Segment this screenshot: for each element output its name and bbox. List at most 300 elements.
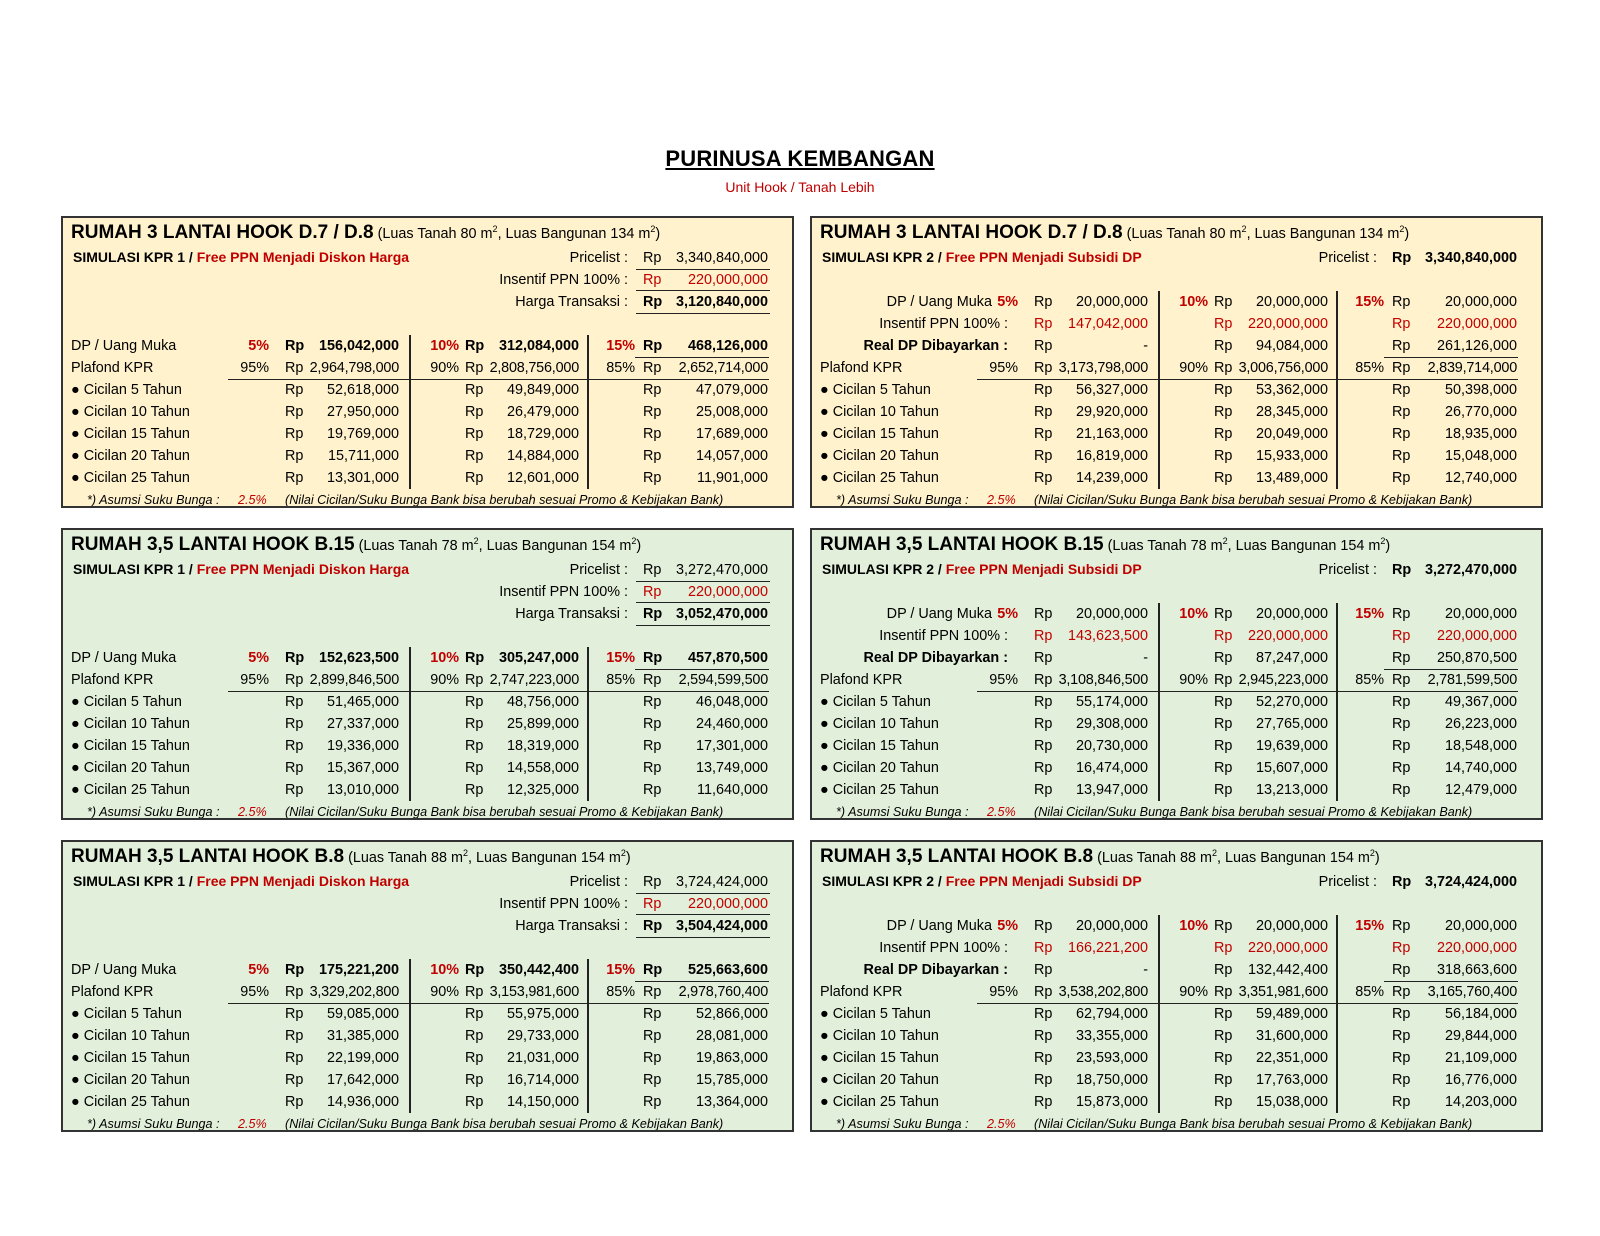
dp-row-label: DP / Uang Muka xyxy=(71,962,177,978)
interest-rate: 2.5% xyxy=(238,1117,267,1131)
cicilan-value-3: 29,844,000 xyxy=(1444,1028,1517,1044)
currency-label: Rp xyxy=(1392,760,1411,776)
currency-label: Rp xyxy=(1034,1006,1053,1022)
insentif-row-value-1: 143,623,500 xyxy=(1067,628,1148,644)
dp-row-value-3: 20,000,000 xyxy=(1444,918,1517,934)
house-area-info: (Luas Tanah 80 $m^2$, Luas Bangunan 134 $m^2$) xyxy=(377,224,661,242)
cicilan-label: ● Cicilan 5 Tahun xyxy=(820,382,931,398)
currency-label: Rp xyxy=(1392,470,1411,486)
cicilan-value-2: 18,319,000 xyxy=(506,738,579,754)
currency-label: Rp xyxy=(285,650,305,666)
simulation-name: SIMULASI KPR 2 / xyxy=(822,249,942,265)
percent-3: 85% xyxy=(1355,984,1384,1000)
currency-label: Rp xyxy=(1034,294,1053,310)
cicilan-value-3: 46,048,000 xyxy=(695,694,768,710)
cicilan-label: ● Cicilan 10 Tahun xyxy=(820,404,939,420)
simulation-scheme: Free PPN Menjadi Diskon Harga xyxy=(196,249,410,265)
currency-label: Rp xyxy=(285,1050,304,1066)
dp-underline xyxy=(635,669,769,670)
percent-2: 90% xyxy=(430,672,459,688)
cicilan-value-2: 18,729,000 xyxy=(506,426,579,442)
cicilan-value-1: 15,367,000 xyxy=(326,760,399,776)
insentif-row-value-2: 220,000,000 xyxy=(1247,628,1328,644)
cicilan-value-2: 55,975,000 xyxy=(506,1006,579,1022)
currency-label: Rp xyxy=(1392,1006,1411,1022)
dp-row-label: DP / Uang Muka xyxy=(71,338,177,354)
insentif-row-label: Insentif PPN 100% : xyxy=(879,316,1008,332)
currency-label: Rp xyxy=(1034,628,1053,644)
percent-1: 95% xyxy=(240,360,269,376)
cicilan-value-2: 15,038,000 xyxy=(1255,1094,1328,1110)
cicilan-label: ● Cicilan 20 Tahun xyxy=(71,1072,190,1088)
currency-label: Rp xyxy=(1034,338,1053,354)
dp-row-label: DP / Uang Muka xyxy=(886,606,992,622)
real-dp-row-value-2: 87,247,000 xyxy=(1255,650,1328,666)
cicilan-row xyxy=(812,713,1541,735)
harga-underline xyxy=(636,625,770,626)
percent-2: 90% xyxy=(1179,360,1208,376)
column-separator xyxy=(587,335,589,489)
column-separator xyxy=(1336,915,1338,1113)
simulation-panel xyxy=(810,840,1543,1132)
cicilan-label: ● Cicilan 10 Tahun xyxy=(71,404,190,420)
cicilan-label: ● Cicilan 5 Tahun xyxy=(820,694,931,710)
cicilan-label: ● Cicilan 25 Tahun xyxy=(820,470,939,486)
currency-label: Rp xyxy=(1034,672,1053,688)
percent-3: 15% xyxy=(1355,606,1384,622)
pricelist-label: Pricelist : xyxy=(569,562,628,578)
cicilan-value-1: 19,769,000 xyxy=(326,426,399,442)
cicilan-value-2: 13,489,000 xyxy=(1255,470,1328,486)
insentif-row-value-3: 220,000,000 xyxy=(1436,940,1517,956)
cicilan-value-2: 53,362,000 xyxy=(1255,382,1328,398)
insentif-row xyxy=(812,313,1541,335)
dp-row xyxy=(812,603,1541,625)
cicilan-value-3: 18,548,000 xyxy=(1444,738,1517,754)
currency-label: Rp xyxy=(1214,782,1233,798)
plafond-row-value-2: 3,351,981,600 xyxy=(1238,984,1328,1000)
column-separator xyxy=(409,647,411,801)
plafond-row-value-3: 2,652,714,000 xyxy=(678,360,768,376)
cicilan-row xyxy=(63,1025,792,1047)
cicilan-value-3: 13,364,000 xyxy=(695,1094,768,1110)
pricelist-value: 3,340,840,000 xyxy=(1424,250,1517,266)
interest-rate: 2.5% xyxy=(238,805,267,819)
dp-row-value-1: 152,623,500 xyxy=(318,650,399,666)
dp-row-value-1: 20,000,000 xyxy=(1075,918,1148,934)
harga-transaksi-value: 3,052,470,000 xyxy=(675,606,768,622)
currency-label: Rp xyxy=(1392,1050,1411,1066)
cicilan-value-2: 21,031,000 xyxy=(506,1050,579,1066)
panel-title xyxy=(820,846,1380,868)
percent-2: 10% xyxy=(430,650,459,666)
interest-assumption-label: *) Asumsi Suku Bunga : xyxy=(836,1117,969,1131)
cicilan-row xyxy=(63,1003,792,1025)
currency-label: Rp xyxy=(1214,338,1233,354)
currency-label: Rp xyxy=(643,470,662,486)
dp-row-value-2: 20,000,000 xyxy=(1255,606,1328,622)
cicilan-value-3: 18,935,000 xyxy=(1444,426,1517,442)
cicilan-value-1: 27,950,000 xyxy=(326,404,399,420)
cicilan-value-2: 15,607,000 xyxy=(1255,760,1328,776)
percent-1: 95% xyxy=(989,672,1018,688)
currency-label: Rp xyxy=(1034,782,1053,798)
currency-label: Rp xyxy=(1214,294,1233,310)
cicilan-label: ● Cicilan 15 Tahun xyxy=(820,738,939,754)
currency-label: Rp xyxy=(643,918,663,934)
dp-row xyxy=(63,647,792,669)
currency-label: Rp xyxy=(465,426,484,442)
pricelist-value: 3,272,470,000 xyxy=(675,562,768,578)
cicilan-value-1: 29,920,000 xyxy=(1075,404,1148,420)
insentif-value: 220,000,000 xyxy=(687,584,768,600)
currency-label: Rp xyxy=(465,1094,484,1110)
disclaimer-note: (Nilai Cicilan/Suku Bunga Bank bisa berubah sesuai Promo & Kebijakan Bank) xyxy=(1034,1117,1473,1131)
currency-label: Rp xyxy=(285,382,304,398)
pricelist-label: Pricelist : xyxy=(1318,562,1377,578)
currency-label: Rp xyxy=(1034,316,1053,332)
currency-label: Rp xyxy=(285,1028,304,1044)
cicilan-row xyxy=(63,735,792,757)
real-dp-row-label: Real DP Dibayarkan : xyxy=(863,338,1008,354)
real-dp-row-value-2: 94,084,000 xyxy=(1255,338,1328,354)
currency-label: Rp xyxy=(285,426,304,442)
house-type-title: RUMAH 3,5 LANTAI HOOK B.8 xyxy=(820,846,1094,867)
real-dp-row-value-2: 132,442,400 xyxy=(1247,962,1328,978)
currency-label: Rp xyxy=(465,1028,484,1044)
cicilan-value-1: 13,010,000 xyxy=(326,782,399,798)
cicilan-value-1: 18,750,000 xyxy=(1075,1072,1148,1088)
dp-row-value-2: 20,000,000 xyxy=(1255,918,1328,934)
insentif-border xyxy=(636,581,770,603)
dp-underline xyxy=(635,357,769,358)
cicilan-value-1: 15,873,000 xyxy=(1075,1094,1148,1110)
currency-label: Rp xyxy=(643,606,663,622)
currency-label: Rp xyxy=(285,1006,304,1022)
insentif-row-label: Insentif PPN 100% : xyxy=(879,628,1008,644)
simulation-name: SIMULASI KPR 2 / xyxy=(822,873,942,889)
cicilan-value-2: 12,325,000 xyxy=(506,782,579,798)
percent-2: 90% xyxy=(430,360,459,376)
insentif-border xyxy=(636,893,770,915)
currency-label: Rp xyxy=(1214,382,1233,398)
currency-label: Rp xyxy=(1214,316,1233,332)
plafond-row-value-2: 3,153,981,600 xyxy=(489,984,579,1000)
currency-label: Rp xyxy=(1034,448,1053,464)
cicilan-value-1: 17,642,000 xyxy=(326,1072,399,1088)
dp-underline xyxy=(1384,357,1518,358)
plafond-row-value-2: 2,945,223,000 xyxy=(1238,672,1328,688)
cicilan-value-3: 24,460,000 xyxy=(695,716,768,732)
currency-label: Rp xyxy=(643,562,662,578)
percent-3: 85% xyxy=(1355,672,1384,688)
dp-row-label: DP / Uang Muka xyxy=(71,650,177,666)
cicilan-row xyxy=(812,691,1541,713)
harga-transaksi-label: Harga Transaksi : xyxy=(515,918,628,934)
house-type-title: RUMAH 3,5 LANTAI HOOK B.8 xyxy=(71,846,345,867)
column-separator xyxy=(409,335,411,489)
cicilan-value-1: 33,355,000 xyxy=(1075,1028,1148,1044)
currency-label: Rp xyxy=(1392,338,1411,354)
simulation-panel xyxy=(810,528,1543,820)
insentif-label: Insentif PPN 100% : xyxy=(499,584,628,600)
cicilan-value-2: 20,049,000 xyxy=(1255,426,1328,442)
dp-row-value-1: 20,000,000 xyxy=(1075,606,1148,622)
cicilan-row xyxy=(63,423,792,445)
currency-label: Rp xyxy=(1214,984,1233,1000)
cicilan-value-2: 16,714,000 xyxy=(506,1072,579,1088)
currency-label: Rp xyxy=(285,470,304,486)
cicilan-value-3: 17,301,000 xyxy=(695,738,768,754)
currency-label: Rp xyxy=(1034,1028,1053,1044)
currency-label: Rp xyxy=(465,694,484,710)
pricelist-row xyxy=(63,871,792,893)
cicilan-label: ● Cicilan 5 Tahun xyxy=(820,1006,931,1022)
currency-label: Rp xyxy=(1392,918,1411,934)
currency-label: Rp xyxy=(1034,918,1053,934)
harga-transaksi-value: 3,504,424,000 xyxy=(675,918,768,934)
cicilan-value-2: 12,601,000 xyxy=(506,470,579,486)
dp-row-value-1: 156,042,000 xyxy=(318,338,399,354)
currency-label: Rp xyxy=(465,470,484,486)
insentif-row-value-2: 220,000,000 xyxy=(1247,940,1328,956)
cicilan-row xyxy=(812,379,1541,401)
harga-transaksi-row xyxy=(63,291,792,313)
dp-row-value-3: 468,126,000 xyxy=(687,338,768,354)
percent-3: 15% xyxy=(1355,294,1384,310)
percent-1: 5% xyxy=(248,650,269,666)
interest-assumption-label: *) Asumsi Suku Bunga : xyxy=(87,805,220,819)
currency-label: Rp xyxy=(465,716,484,732)
currency-label: Rp xyxy=(1392,738,1411,754)
simulation-scheme: Free PPN Menjadi Diskon Harga xyxy=(196,873,410,889)
insentif-row-value-1: 147,042,000 xyxy=(1067,316,1148,332)
cicilan-value-1: 16,819,000 xyxy=(1075,448,1148,464)
currency-label: Rp xyxy=(285,1094,304,1110)
plafond-row-value-2: 2,808,756,000 xyxy=(489,360,579,376)
panel-title xyxy=(820,222,1409,244)
cicilan-value-1: 15,711,000 xyxy=(328,448,399,464)
percent-2: 10% xyxy=(1179,606,1208,622)
plafond-row-value-3: 2,839,714,000 xyxy=(1427,360,1517,376)
currency-label: Rp xyxy=(1214,760,1233,776)
cicilan-value-3: 21,109,000 xyxy=(1444,1050,1517,1066)
cicilan-value-2: 29,733,000 xyxy=(506,1028,579,1044)
pricelist-row xyxy=(63,559,792,581)
currency-label: Rp xyxy=(1392,782,1411,798)
currency-label: Rp xyxy=(1214,1050,1233,1066)
cicilan-value-3: 26,770,000 xyxy=(1444,404,1517,420)
currency-label: Rp xyxy=(285,782,304,798)
interest-rate: 2.5% xyxy=(987,493,1016,507)
cicilan-label: ● Cicilan 25 Tahun xyxy=(71,782,190,798)
percent-1: 95% xyxy=(989,360,1018,376)
real-dp-row xyxy=(812,959,1541,981)
currency-label: Rp xyxy=(465,738,484,754)
dp-row xyxy=(63,335,792,357)
cicilan-label: ● Cicilan 15 Tahun xyxy=(820,426,939,442)
insentif-row-label: Insentif PPN 100% : xyxy=(879,940,1008,956)
dp-underline xyxy=(635,981,769,982)
currency-label: Rp xyxy=(1392,404,1411,420)
currency-label: Rp xyxy=(643,984,662,1000)
cicilan-row xyxy=(63,401,792,423)
cicilan-value-2: 14,884,000 xyxy=(506,448,579,464)
cicilan-label: ● Cicilan 10 Tahun xyxy=(71,716,190,732)
currency-label: Rp xyxy=(285,984,304,1000)
currency-label: Rp xyxy=(643,672,662,688)
cicilan-value-3: 12,740,000 xyxy=(1444,470,1517,486)
cicilan-value-2: 28,345,000 xyxy=(1255,404,1328,420)
percent-3: 15% xyxy=(606,650,635,666)
cicilan-value-1: 55,174,000 xyxy=(1075,694,1148,710)
currency-label: Rp xyxy=(643,338,663,354)
simulation-panel xyxy=(61,528,794,820)
harga-transaksi-label: Harga Transaksi : xyxy=(515,606,628,622)
cicilan-value-2: 15,933,000 xyxy=(1255,448,1328,464)
cicilan-value-2: 13,213,000 xyxy=(1255,782,1328,798)
cicilan-value-1: 56,327,000 xyxy=(1075,382,1148,398)
interest-assumption-label: *) Asumsi Suku Bunga : xyxy=(836,805,969,819)
currency-label: Rp xyxy=(1034,470,1053,486)
harga-underline xyxy=(636,937,770,938)
cicilan-value-3: 15,785,000 xyxy=(695,1072,768,1088)
cicilan-label: ● Cicilan 15 Tahun xyxy=(71,426,190,442)
pricelist-label: Pricelist : xyxy=(1318,250,1377,266)
currency-label: Rp xyxy=(1214,738,1233,754)
house-type-title: RUMAH 3 LANTAI HOOK D.7 / D.8 xyxy=(820,222,1123,243)
cicilan-row xyxy=(63,1091,792,1113)
plafond-row-value-1: 2,899,846,500 xyxy=(309,672,399,688)
cicilan-value-3: 14,057,000 xyxy=(695,448,768,464)
currency-label: Rp xyxy=(1214,716,1233,732)
currency-label: Rp xyxy=(285,738,304,754)
cicilan-value-1: 13,947,000 xyxy=(1075,782,1148,798)
currency-label: Rp xyxy=(1392,962,1411,978)
cicilan-value-3: 14,740,000 xyxy=(1444,760,1517,776)
cicilan-label: ● Cicilan 5 Tahun xyxy=(71,1006,182,1022)
insentif-row-value-1: 166,221,200 xyxy=(1067,940,1148,956)
cicilan-value-1: 16,474,000 xyxy=(1075,760,1148,776)
plafond-row-label: Plafond KPR xyxy=(71,360,154,376)
currency-label: Rp xyxy=(643,382,662,398)
cicilan-label: ● Cicilan 25 Tahun xyxy=(820,1094,939,1110)
percent-2: 10% xyxy=(1179,918,1208,934)
house-area-info: (Luas Tanah 80 $m^2$, Luas Bangunan 134 $m^2$) xyxy=(1126,224,1410,242)
cicilan-value-1: 31,385,000 xyxy=(326,1028,399,1044)
disclaimer-note: (Nilai Cicilan/Suku Bunga Bank bisa berubah sesuai Promo & Kebijakan Bank) xyxy=(285,493,724,507)
cicilan-row xyxy=(63,779,792,801)
cicilan-value-3: 12,479,000 xyxy=(1444,782,1517,798)
dp-underline xyxy=(1384,981,1518,982)
real-dp-row xyxy=(812,335,1541,357)
insentif-value: 220,000,000 xyxy=(687,896,768,912)
cicilan-label: ● Cicilan 20 Tahun xyxy=(71,448,190,464)
currency-label: Rp xyxy=(1214,694,1233,710)
currency-label: Rp xyxy=(643,716,662,732)
currency-label: Rp xyxy=(1034,738,1053,754)
simulation-scheme: Free PPN Menjadi Subsidi DP xyxy=(945,249,1142,265)
currency-label: Rp xyxy=(643,874,662,890)
currency-label: Rp xyxy=(1214,1094,1233,1110)
insentif-row xyxy=(812,937,1541,959)
disclaimer-note: (Nilai Cicilan/Suku Bunga Bank bisa berubah sesuai Promo & Kebijakan Bank) xyxy=(1034,805,1473,819)
cicilan-row xyxy=(63,467,792,489)
simulation-panel xyxy=(810,216,1543,508)
plafond-row-label: Plafond KPR xyxy=(71,672,154,688)
percent-3: 85% xyxy=(606,360,635,376)
dp-row xyxy=(812,915,1541,937)
harga-transaksi-label: Harga Transaksi : xyxy=(515,294,628,310)
simulation-name: SIMULASI KPR 1 / xyxy=(73,873,193,889)
currency-label: Rp xyxy=(1214,404,1233,420)
cicilan-value-2: 14,150,000 xyxy=(506,1094,579,1110)
dp-row-value-2: 350,442,400 xyxy=(498,962,579,978)
currency-label: Rp xyxy=(643,694,662,710)
plafond-row-value-1: 3,108,846,500 xyxy=(1058,672,1148,688)
cicilan-value-3: 49,367,000 xyxy=(1444,694,1517,710)
cicilan-row xyxy=(812,401,1541,423)
cicilan-value-1: 27,337,000 xyxy=(326,716,399,732)
currency-label: Rp xyxy=(1034,940,1053,956)
currency-label: Rp xyxy=(285,716,304,732)
real-dp-row-value-1: - xyxy=(1143,650,1148,666)
dp-row-value-2: 312,084,000 xyxy=(498,338,579,354)
plafond-row-value-3: 2,594,599,500 xyxy=(678,672,768,688)
cicilan-value-3: 11,901,000 xyxy=(697,470,768,486)
currency-label: Rp xyxy=(1034,360,1053,376)
cicilan-value-3: 47,079,000 xyxy=(695,382,768,398)
interest-assumption-label: *) Asumsi Suku Bunga : xyxy=(87,1117,220,1131)
real-dp-row-value-3: 250,870,500 xyxy=(1436,650,1517,666)
currency-label: Rp xyxy=(1034,962,1053,978)
cicilan-row xyxy=(812,1003,1541,1025)
currency-label: Rp xyxy=(285,962,305,978)
harga-underline xyxy=(636,313,770,314)
cicilan-value-2: 59,489,000 xyxy=(1255,1006,1328,1022)
currency-label: Rp xyxy=(1214,448,1233,464)
cicilan-label: ● Cicilan 25 Tahun xyxy=(71,470,190,486)
dp-row-value-2: 305,247,000 xyxy=(498,650,579,666)
currency-label: Rp xyxy=(465,404,484,420)
house-area-info: (Luas Tanah 88 $m^2$, Luas Bangunan 154 $m^2$) xyxy=(1097,848,1380,866)
pricelist-row xyxy=(63,247,792,269)
insentif-border xyxy=(636,269,770,291)
currency-label: Rp xyxy=(643,1006,662,1022)
harga-transaksi-row xyxy=(63,603,792,625)
cicilan-value-3: 26,223,000 xyxy=(1444,716,1517,732)
currency-label: Rp xyxy=(1392,250,1412,266)
currency-label: Rp xyxy=(1034,426,1053,442)
cicilan-label: ● Cicilan 25 Tahun xyxy=(820,782,939,798)
simulation-name: SIMULASI KPR 2 / xyxy=(822,561,942,577)
interest-rate: 2.5% xyxy=(238,493,267,507)
currency-label: Rp xyxy=(1392,874,1412,890)
currency-label: Rp xyxy=(643,650,663,666)
currency-label: Rp xyxy=(465,1072,484,1088)
cicilan-label: ● Cicilan 10 Tahun xyxy=(71,1028,190,1044)
house-area-info: (Luas Tanah 78 $m^2$, Luas Bangunan 154 $m^2$) xyxy=(358,536,642,554)
disclaimer-note: (Nilai Cicilan/Suku Bunga Bank bisa berubah sesuai Promo & Kebijakan Bank) xyxy=(285,1117,724,1131)
interest-rate: 2.5% xyxy=(987,805,1016,819)
cicilan-value-1: 51,465,000 xyxy=(326,694,399,710)
cicilan-value-3: 11,640,000 xyxy=(697,782,768,798)
real-dp-row-value-1: - xyxy=(1143,962,1148,978)
currency-label: Rp xyxy=(643,782,662,798)
currency-label: Rp xyxy=(643,738,662,754)
dp-row-value-2: 20,000,000 xyxy=(1255,294,1328,310)
currency-label: Rp xyxy=(643,448,662,464)
